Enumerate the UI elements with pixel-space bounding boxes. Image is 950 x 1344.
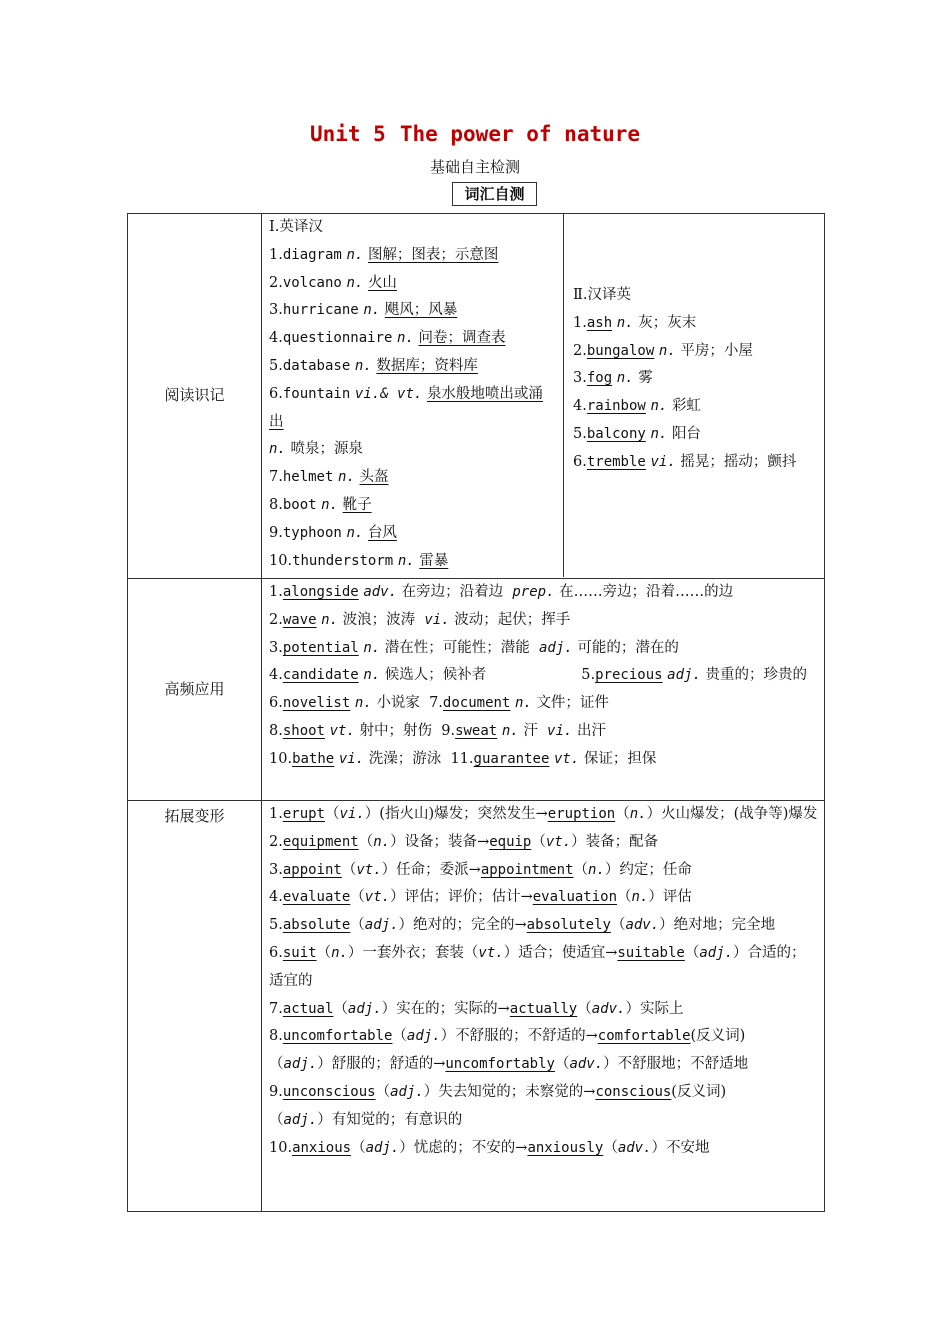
list-item: （adj.）舒服的；舒适的→uncomfortably（adv.）不舒服地；不舒适地 <box>269 1056 749 1073</box>
list-item: 7.helmet n. 头盔 <box>269 469 389 486</box>
list-item: 2.wave n. 波浪；波涛 vi. 波动；起伏；挥手 <box>269 611 571 628</box>
list-item: 6.suit（n.）一套外衣；套装（vt.）适合；使适宜→suitable（adj.）合适的；适宜的 <box>269 944 806 989</box>
list-item: 10.bathe vi. 洗澡；游泳 11.guarantee vt. 保证；担保 <box>269 750 657 767</box>
list-item: 6.novelist n. 小说家 7.document n. 文件；证件 <box>269 695 609 712</box>
list-item: 1.erupt（vi.）(指火山)爆发；突然发生→eruption（n.）火山爆发；(战争等)爆发 <box>269 806 818 822</box>
list-item: 5.balcony n. 阳台 <box>573 425 701 442</box>
list-item: 8.shoot vt. 射中；射伤 9.sweat n. 汗 vi. 出汗 <box>269 722 606 739</box>
list-item: 3.appoint（vt.）任命；委派→appointment（n.）约定；任命 <box>269 861 692 878</box>
list-item: 4.rainbow n. 彩虹 <box>573 398 701 415</box>
table-row <box>128 214 825 579</box>
list-item: 4.candidate n. 候选人；候补者 5.precious adj. 贵重的；珍贵的 <box>269 667 807 684</box>
list-item: 10.thunderstorm n. 雷暴 <box>269 552 449 569</box>
frequent-cell <box>262 579 825 801</box>
category-extension: 拓展变形 <box>128 801 262 1212</box>
list-item: 9.typhoon n. 台风 <box>269 524 397 541</box>
list-item: 9.unconscious（adj.）失去知觉的；未察觉的→conscious(反义词) <box>269 1083 727 1100</box>
list-item: 1.diagram n. 图解；图表；示意图 <box>269 246 499 263</box>
unit-name: The power of nature <box>399 122 641 146</box>
list-item: 5.absolute（adj.）绝对的；完全的→absolutely（adv.）绝对地；完全地 <box>269 917 776 934</box>
list-item: 7.actual（adj.）实在的；实际的→actually（adv.）实际上 <box>269 1000 684 1017</box>
unit-label: Unit 5 <box>309 122 386 146</box>
list-item: 6.tremble vi. 摇晃；摇动；颤抖 <box>573 453 797 470</box>
list-item: 3.hurricane n. 飓风；风暴 <box>269 302 458 319</box>
list-item: 3.fog n. 雾 <box>573 370 653 387</box>
list-item: （adj.）有知觉的；有意识的 <box>269 1111 463 1128</box>
list-item: 10.anxious（adj.）忧虑的；不安的→anxiously（adv.）不安地 <box>269 1139 710 1156</box>
page-subtitle: 基础自主检测 <box>429 158 520 176</box>
extension-cell <box>262 801 825 1212</box>
list-item: 3.potential n. 潜在性；可能性；潜能 adj. 可能的；潜在的 <box>269 639 679 656</box>
category-reading: 阅读识记 <box>128 214 262 579</box>
vocab-table <box>127 213 825 1212</box>
table-row <box>128 801 825 1212</box>
english-to-chinese <box>262 214 564 577</box>
list-item: 8.uncomfortable（adj.）不舒服的；不舒适的→comfortable(反义词) <box>269 1028 746 1045</box>
reading-cell <box>262 214 825 579</box>
list-item: 4.evaluate（vt.）评估；评价；估计→evaluation（n.）评估 <box>269 889 692 906</box>
list-item: 5.database n. 数据库；资料库 <box>269 357 478 374</box>
list-item: 8.boot n. 靴子 <box>269 496 372 513</box>
list-item: 2.volcano n. 火山 <box>269 274 397 291</box>
list-item: 2.equipment（n.）设备；装备→equip（vt.）装备；配备 <box>269 833 659 850</box>
category-frequent: 高频应用 <box>128 579 262 801</box>
page-title <box>0 122 950 146</box>
section-label: 词汇自测 <box>452 182 537 206</box>
list-item: 1.alongside adv. 在旁边；沿着边 prep. 在……旁边；沿着……的边 <box>269 584 734 600</box>
list-item: 2.bungalow n. 平房；小屋 <box>573 342 753 359</box>
part1-title: Ⅰ.英译汉 <box>269 219 323 235</box>
table-row <box>128 579 825 801</box>
list-item: 4.questionnaire n. 问卷；调查表 <box>269 330 506 347</box>
chinese-to-english <box>564 214 824 577</box>
part2-title: Ⅱ.汉译英 <box>573 287 631 303</box>
list-item: 1.ash n. 灰；灰末 <box>573 314 697 331</box>
list-item: n. 喷泉；源泉 <box>269 441 363 458</box>
list-item: 6.fountain vi.& vt. 泉水般地喷出或涌出 <box>269 385 543 430</box>
